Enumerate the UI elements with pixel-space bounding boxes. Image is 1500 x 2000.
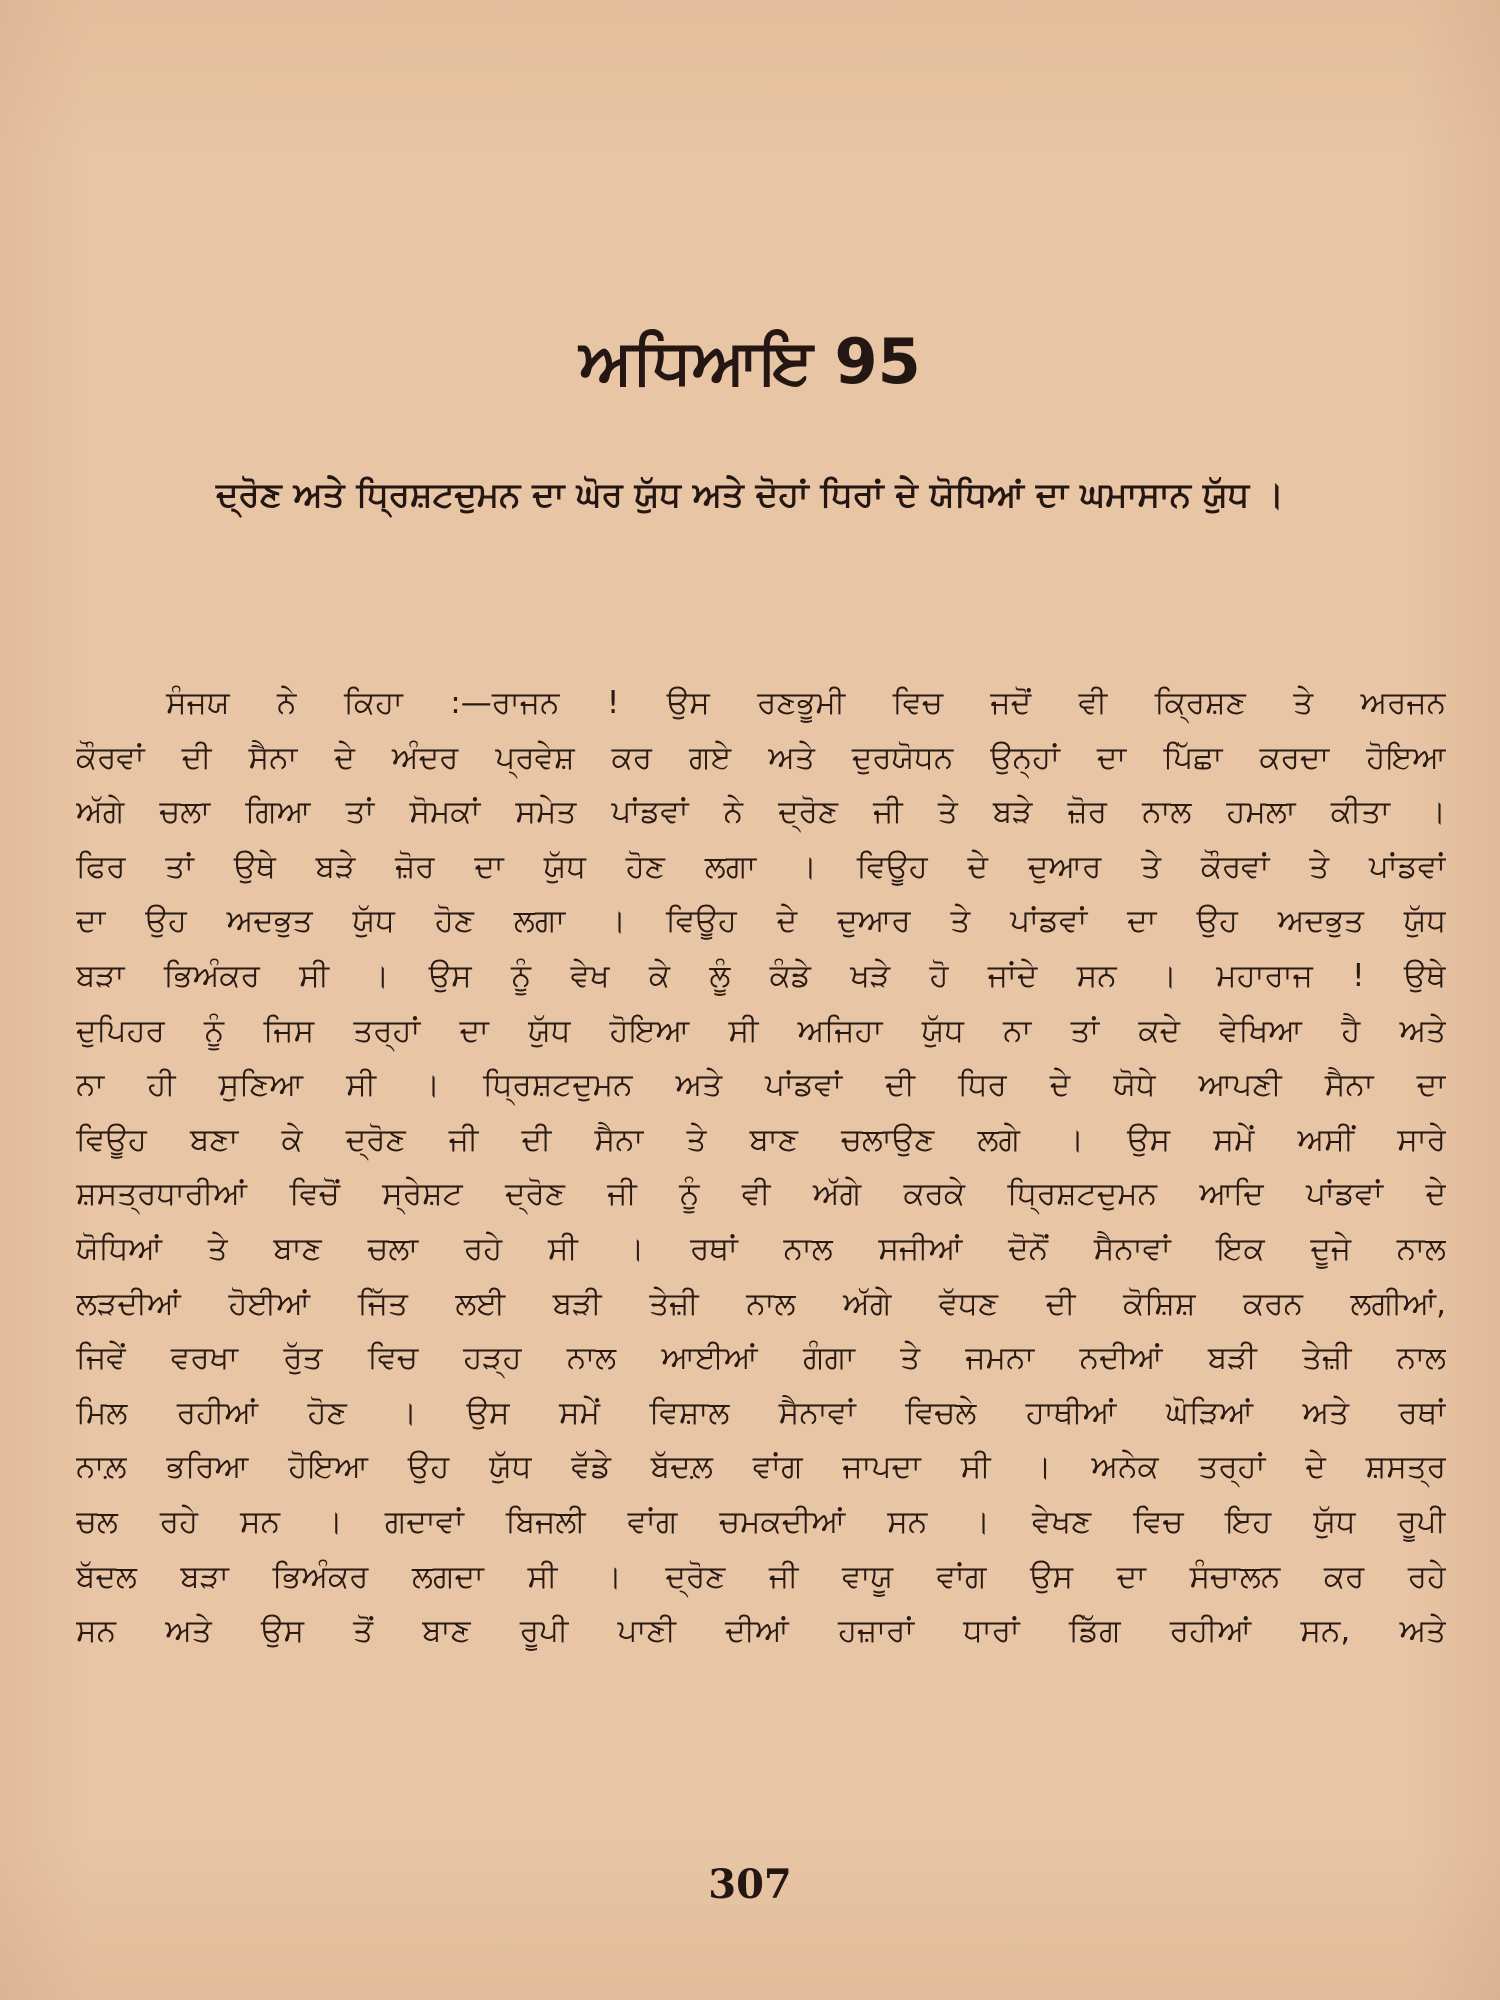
text-line: ਨਾ ਹੀ ਸੁਣਿਆ ਸੀ । ਧ੍ਰਿਸ਼ਟਦੁਮਨ ਅਤੇ ਪਾਂਡਵਾਂ ਦੀ ਧਿਰ ਦੇ ਯੋਧੇ ਆਪਣੀ ਸੈਨਾ ਦਾ <box>76 1067 1446 1104</box>
text-line: ਸਨ ਅਤੇ ਉਸ ਤੋਂ ਬਾਣ ਰੂਪੀ ਪਾਣੀ ਦੀਆਂ ਹਜ਼ਾਰਾਂ ਧਾਰਾਂ ਡਿੱਗ ਰਹੀਆਂ ਸਨ, ਅਤੇ <box>76 1613 1446 1650</box>
text-line: ਨਾਲ਼ ਭਰਿਆ ਹੋਇਆ ਉਹ ਯੁੱਧ ਵੱਡੇ ਬੱਦਲ਼ ਵਾਂਗ ਜਾਪਦਾ ਸੀ । ਅਨੇਕ ਤਰ੍ਹਾਂ ਦੇ ਸ਼ਸਤ੍ਰ <box>76 1449 1446 1486</box>
body-text <box>76 676 1446 1659</box>
text-line: ਸੰਜਯ ਨੇ ਕਿਹਾ :—ਰਾਜਨ ! ਉਸ ਰਣਭੂਮੀ ਵਿਚ ਜਦੋਂ ਵੀ ਕ੍ਰਿਸ਼ਣ ਤੇ ਅਰਜਨ <box>166 685 1446 721</box>
text-line: ਵਿਊਹ ਬਣਾ ਕੇ ਦ੍ਰੋਣ ਜੀ ਦੀ ਸੈਨਾ ਤੇ ਬਾਣ ਚਲਾਉਣ ਲਗੇ । ਉਸ ਸਮੇਂ ਅਸੀਂ ਸਾਰੇ <box>76 1121 1446 1158</box>
text-line: ਲੜਦੀਆਂ ਹੋਈਆਂ ਜਿੱਤ ਲਈ ਬੜੀ ਤੇਜ਼ੀ ਨਾਲ ਅੱਗੇ ਵੱਧਣ ਦੀ ਕੋਸ਼ਿਸ਼ ਕਰਨ ਲਗੀਆਂ, <box>76 1285 1446 1322</box>
text-line: ਮਿਲ ਰਹੀਆਂ ਹੋਣ । ਉਸ ਸਮੇਂ ਵਿਸ਼ਾਲ ਸੈਨਾਵਾਂ ਵਿਚਲੇ ਹਾਥੀਆਂ ਘੋੜਿਆਂ ਅਤੇ ਰਥਾਂ <box>76 1394 1446 1431</box>
text-line: ਸ਼ਸਤ੍ਰਧਾਰੀਆਂ ਵਿਚੋਂ ਸ੍ਰੇਸ਼ਟ ਦ੍ਰੋਣ ਜੀ ਨੂੰ ਵੀ ਅੱਗੇ ਕਰਕੇ ਧ੍ਰਿਸ਼ਟਦੁਮਨ ਆਦਿ ਪਾਂਡਵਾਂ ਦੇ <box>76 1176 1446 1213</box>
text-line: ਜਿਵੇਂ ਵਰਖਾ ਰੁੱਤ ਵਿਚ ਹੜ੍ਹ ਨਾਲ ਆਈਆਂ ਗੰਗਾ ਤੇ ਜਮਨਾ ਨਦੀਆਂ ਬੜੀ ਤੇਜ਼ੀ ਨਾਲ <box>76 1340 1446 1377</box>
text-line: ਦਾ ਉਹ ਅਦਭੁਤ ਯੁੱਧ ਹੋਣ ਲਗਾ । ਵਿਊਹ ਦੇ ਦੁਆਰ ਤੇ ਪਾਂਡਵਾਂ ਦਾ ਉਹ ਅਦਭੁਤ ਯੁੱਧ <box>76 903 1446 940</box>
page-number: 307 <box>708 1861 792 1908</box>
text-line: ਚਲ ਰਹੇ ਸਨ । ਗਦਾਵਾਂ ਬਿਜਲੀ ਵਾਂਗ ਚਮਕਦੀਆਂ ਸਨ । ਵੇਖਣ ਵਿਚ ਇਹ ਯੁੱਧ ਰੂਪੀ <box>76 1503 1446 1540</box>
text-line: ਕੌਰਵਾਂ ਦੀ ਸੈਨਾ ਦੇ ਅੰਦਰ ਪ੍ਰਵੇਸ਼ ਕਰ ਗਏ ਅਤੇ ਦੁਰਯੋਧਨ ਉਨ੍ਹਾਂ ਦਾ ਪਿੱਛਾ ਕਰਦਾ ਹੋਇਆ <box>76 739 1446 776</box>
text-line: ਯੋਧਿਆਂ ਤੇ ਬਾਣ ਚਲਾ ਰਹੇ ਸੀ । ਰਥਾਂ ਨਾਲ ਸਜੀਆਂ ਦੋਨੋਂ ਸੈਨਾਵਾਂ ਇਕ ਦੂਜੇ ਨਾਲ <box>76 1230 1446 1267</box>
text-line: ਅੱਗੇ ਚਲਾ ਗਿਆ ਤਾਂ ਸੋਮਕਾਂ ਸਮੇਤ ਪਾਂਡਵਾਂ ਨੇ ਦ੍ਰੋਣ ਜੀ ਤੇ ਬੜੇ ਜ਼ੋਰ ਨਾਲ ਹਮਲਾ ਕੀਤਾ । <box>76 794 1446 831</box>
text-line: ਬੱਦਲ ਬੜਾ ਭਿਅੰਕਰ ਲਗਦਾ ਸੀ । ਦ੍ਰੋਣ ਜੀ ਵਾਯੂ ਵਾਂਗ ਉਸ ਦਾ ਸੰਚਾਲਨ ਕਰ ਰਹੇ <box>76 1558 1446 1595</box>
chapter-title: ਅਧਿਆਇ 95 <box>579 325 921 398</box>
text-line: ਬੜਾ ਭਿਅੰਕਰ ਸੀ । ਉਸ ਨੂੰ ਵੇਖ ਕੇ ਲੂੰ ਕੰਡੇ ਖੜੇ ਹੋ ਜਾਂਦੇ ਸਨ । ਮਹਾਰਾਜ ! ਉਥੇ <box>76 957 1446 994</box>
text-line: ਦੁਪਿਹਰ ਨੂੰ ਜਿਸ ਤਰ੍ਹਾਂ ਦਾ ਯੁੱਧ ਹੋਇਆ ਸੀ ਅਜਿਹਾ ਯੁੱਧ ਨਾ ਤਾਂ ਕਦੇ ਵੇਖਿਆ ਹੈ ਅਤੇ <box>76 1012 1446 1049</box>
chapter-subtitle: ਦ੍ਰੋਣ ਅਤੇ ਧ੍ਰਿਸ਼ਟਦੁਮਨ ਦਾ ਘੋਰ ਯੁੱਧ ਅਤੇ ਦੋਹਾਂ ਧਿਰਾਂ ਦੇ ਯੋਧਿਆਂ ਦਾ ਘਮਾਸਾਨ ਯੁੱਧ । <box>216 475 1284 515</box>
text-line: ਫਿਰ ਤਾਂ ਉਥੇ ਬੜੇ ਜ਼ੋਰ ਦਾ ਯੁੱਧ ਹੋਣ ਲਗਾ । ਵਿਊਹ ਦੇ ਦੁਆਰ ਤੇ ਕੌਰਵਾਂ ਤੇ ਪਾਂਡਵਾਂ <box>76 848 1446 885</box>
